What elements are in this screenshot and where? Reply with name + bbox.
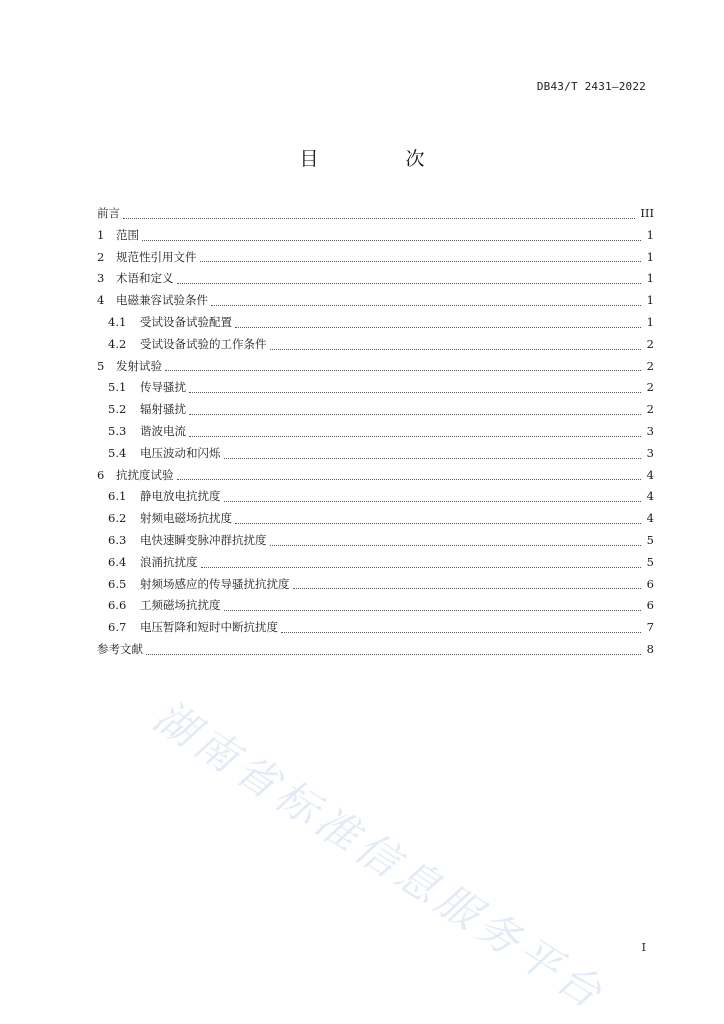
toc-dot-leader [189, 435, 641, 437]
toc-title: 目 次 [299, 148, 459, 170]
toc-dot-leader [189, 413, 641, 415]
toc-entry-label: 射频电磁场抗扰度 [140, 511, 232, 526]
toc-entry[interactable] [97, 247, 654, 269]
toc-entry-number: 5.4 [108, 445, 127, 460]
toc-dot-leader [123, 217, 635, 219]
toc-entry[interactable] [97, 617, 654, 639]
toc-entry-page: 7 [646, 620, 654, 635]
toc-entry-number: 5.2 [108, 402, 127, 417]
toc-entry-label: 抗扰度试验 [116, 467, 174, 482]
toc-entry-number: 2 [97, 249, 105, 264]
toc-dot-leader [270, 544, 642, 546]
toc-entry-label: 电压暂降和短时中断抗扰度 [140, 620, 278, 635]
toc-dot-leader [146, 653, 641, 655]
toc-dot-leader [270, 348, 642, 350]
footer-page-number: I [641, 941, 646, 954]
toc-entry-page: 4 [646, 511, 654, 526]
toc-entry-number: 4.1 [108, 314, 127, 329]
toc-entry[interactable] [97, 356, 654, 378]
toc-dot-leader [177, 478, 642, 480]
toc-entry-label: 射频场感应的传导骚扰抗扰度 [140, 576, 290, 591]
toc-entry-page: III [640, 206, 654, 220]
toc-dot-leader [281, 631, 641, 633]
toc-dot-leader [224, 457, 642, 459]
toc-entry[interactable] [97, 443, 654, 465]
document-code: DB43/T 2431—2022 [536, 80, 646, 93]
toc-entry-label: 范围 [116, 227, 139, 242]
toc-dot-leader [235, 326, 641, 328]
toc-dot-leader [235, 522, 641, 524]
toc-entry[interactable] [97, 225, 654, 247]
toc-entry-page: 1 [646, 271, 654, 286]
toc-dot-leader [189, 391, 641, 393]
table-of-contents [97, 203, 654, 661]
toc-entry-number: 6 [97, 467, 105, 482]
toc-entry[interactable] [97, 203, 654, 225]
toc-entry[interactable] [97, 290, 654, 312]
toc-entry[interactable] [97, 421, 654, 443]
toc-entry-label: 受试设备试验的工作条件 [140, 336, 267, 351]
toc-entry[interactable] [97, 595, 654, 617]
toc-entry-page: 1 [646, 249, 654, 264]
toc-dot-leader [142, 239, 641, 241]
toc-entry-label: 谐波电流 [140, 423, 186, 438]
toc-entry-number: 4 [97, 293, 105, 308]
toc-entry-number: 5.1 [108, 380, 127, 395]
toc-entry-label: 电压波动和闪烁 [140, 445, 221, 460]
toc-entry-page: 4 [646, 467, 654, 482]
toc-entry-page: 1 [646, 227, 654, 242]
toc-entry-number: 6.5 [108, 576, 127, 591]
toc-entry-page: 1 [646, 293, 654, 308]
toc-entry[interactable] [97, 465, 654, 487]
toc-entry-number: 4.2 [108, 336, 127, 351]
toc-entry-page: 5 [646, 554, 654, 569]
toc-entry-page: 3 [646, 423, 654, 438]
toc-entry-page: 2 [646, 402, 654, 417]
toc-dot-leader [201, 566, 642, 568]
toc-entry-number: 5.3 [108, 423, 127, 438]
toc-entry-number: 1 [97, 227, 105, 242]
toc-entry-label: 发射试验 [116, 358, 162, 373]
toc-entry-page: 6 [646, 576, 654, 591]
toc-entry-label: 规范性引用文件 [116, 249, 197, 264]
toc-entry-page: 4 [646, 489, 654, 504]
toc-entry[interactable] [97, 574, 654, 596]
toc-dot-leader [211, 304, 641, 306]
watermark: 湖南省标准信息服务平台 [145, 691, 615, 1021]
toc-dot-leader [200, 260, 642, 262]
toc-entry-page: 3 [646, 445, 654, 460]
toc-entry-label: 前言 [97, 206, 120, 220]
toc-entry-label: 浪涌抗扰度 [140, 554, 198, 569]
toc-entry[interactable] [97, 639, 654, 661]
toc-dot-leader [293, 587, 642, 589]
toc-dot-leader [224, 609, 642, 611]
toc-entry-label: 工频磁场抗扰度 [140, 598, 221, 613]
toc-entry-page: 2 [646, 380, 654, 395]
toc-entry-label: 静电放电抗扰度 [140, 489, 221, 504]
toc-entry-page: 2 [646, 358, 654, 373]
toc-entry[interactable] [97, 508, 654, 530]
toc-entry[interactable] [97, 377, 654, 399]
toc-entry-number: 6.3 [108, 532, 127, 547]
toc-entry[interactable] [97, 399, 654, 421]
toc-entry-page: 2 [646, 336, 654, 351]
toc-entry[interactable] [97, 312, 654, 334]
toc-entry-page: 8 [646, 641, 654, 656]
toc-entry[interactable] [97, 334, 654, 356]
toc-dot-leader [224, 500, 642, 502]
toc-entry-number: 3 [97, 271, 105, 286]
toc-entry-label: 电快速瞬变脉冲群抗扰度 [140, 532, 267, 547]
toc-entry-label: 受试设备试验配置 [140, 314, 232, 329]
toc-entry-label: 术语和定义 [116, 271, 174, 286]
toc-dot-leader [177, 282, 642, 284]
toc-entry-number: 6.4 [108, 554, 127, 569]
toc-entry-label: 电磁兼容试验条件 [116, 293, 208, 308]
toc-entry-number: 6.1 [108, 489, 127, 504]
toc-entry-page: 6 [646, 598, 654, 613]
toc-dot-leader [165, 369, 641, 371]
toc-entry-label: 辐射骚扰 [140, 402, 186, 417]
toc-entry-number: 6.2 [108, 511, 127, 526]
toc-entry-page: 1 [646, 314, 654, 329]
toc-entry-number: 6.6 [108, 598, 127, 613]
toc-entry[interactable] [97, 552, 654, 574]
toc-entry-page: 5 [646, 532, 654, 547]
toc-entry-label: 参考文献 [97, 641, 143, 656]
toc-entry-label: 传导骚扰 [140, 380, 186, 395]
toc-entry[interactable] [97, 486, 654, 508]
toc-entry[interactable] [97, 530, 654, 552]
toc-entry-number: 6.7 [108, 620, 127, 635]
toc-entry[interactable] [97, 268, 654, 290]
toc-entry-number: 5 [97, 358, 105, 373]
